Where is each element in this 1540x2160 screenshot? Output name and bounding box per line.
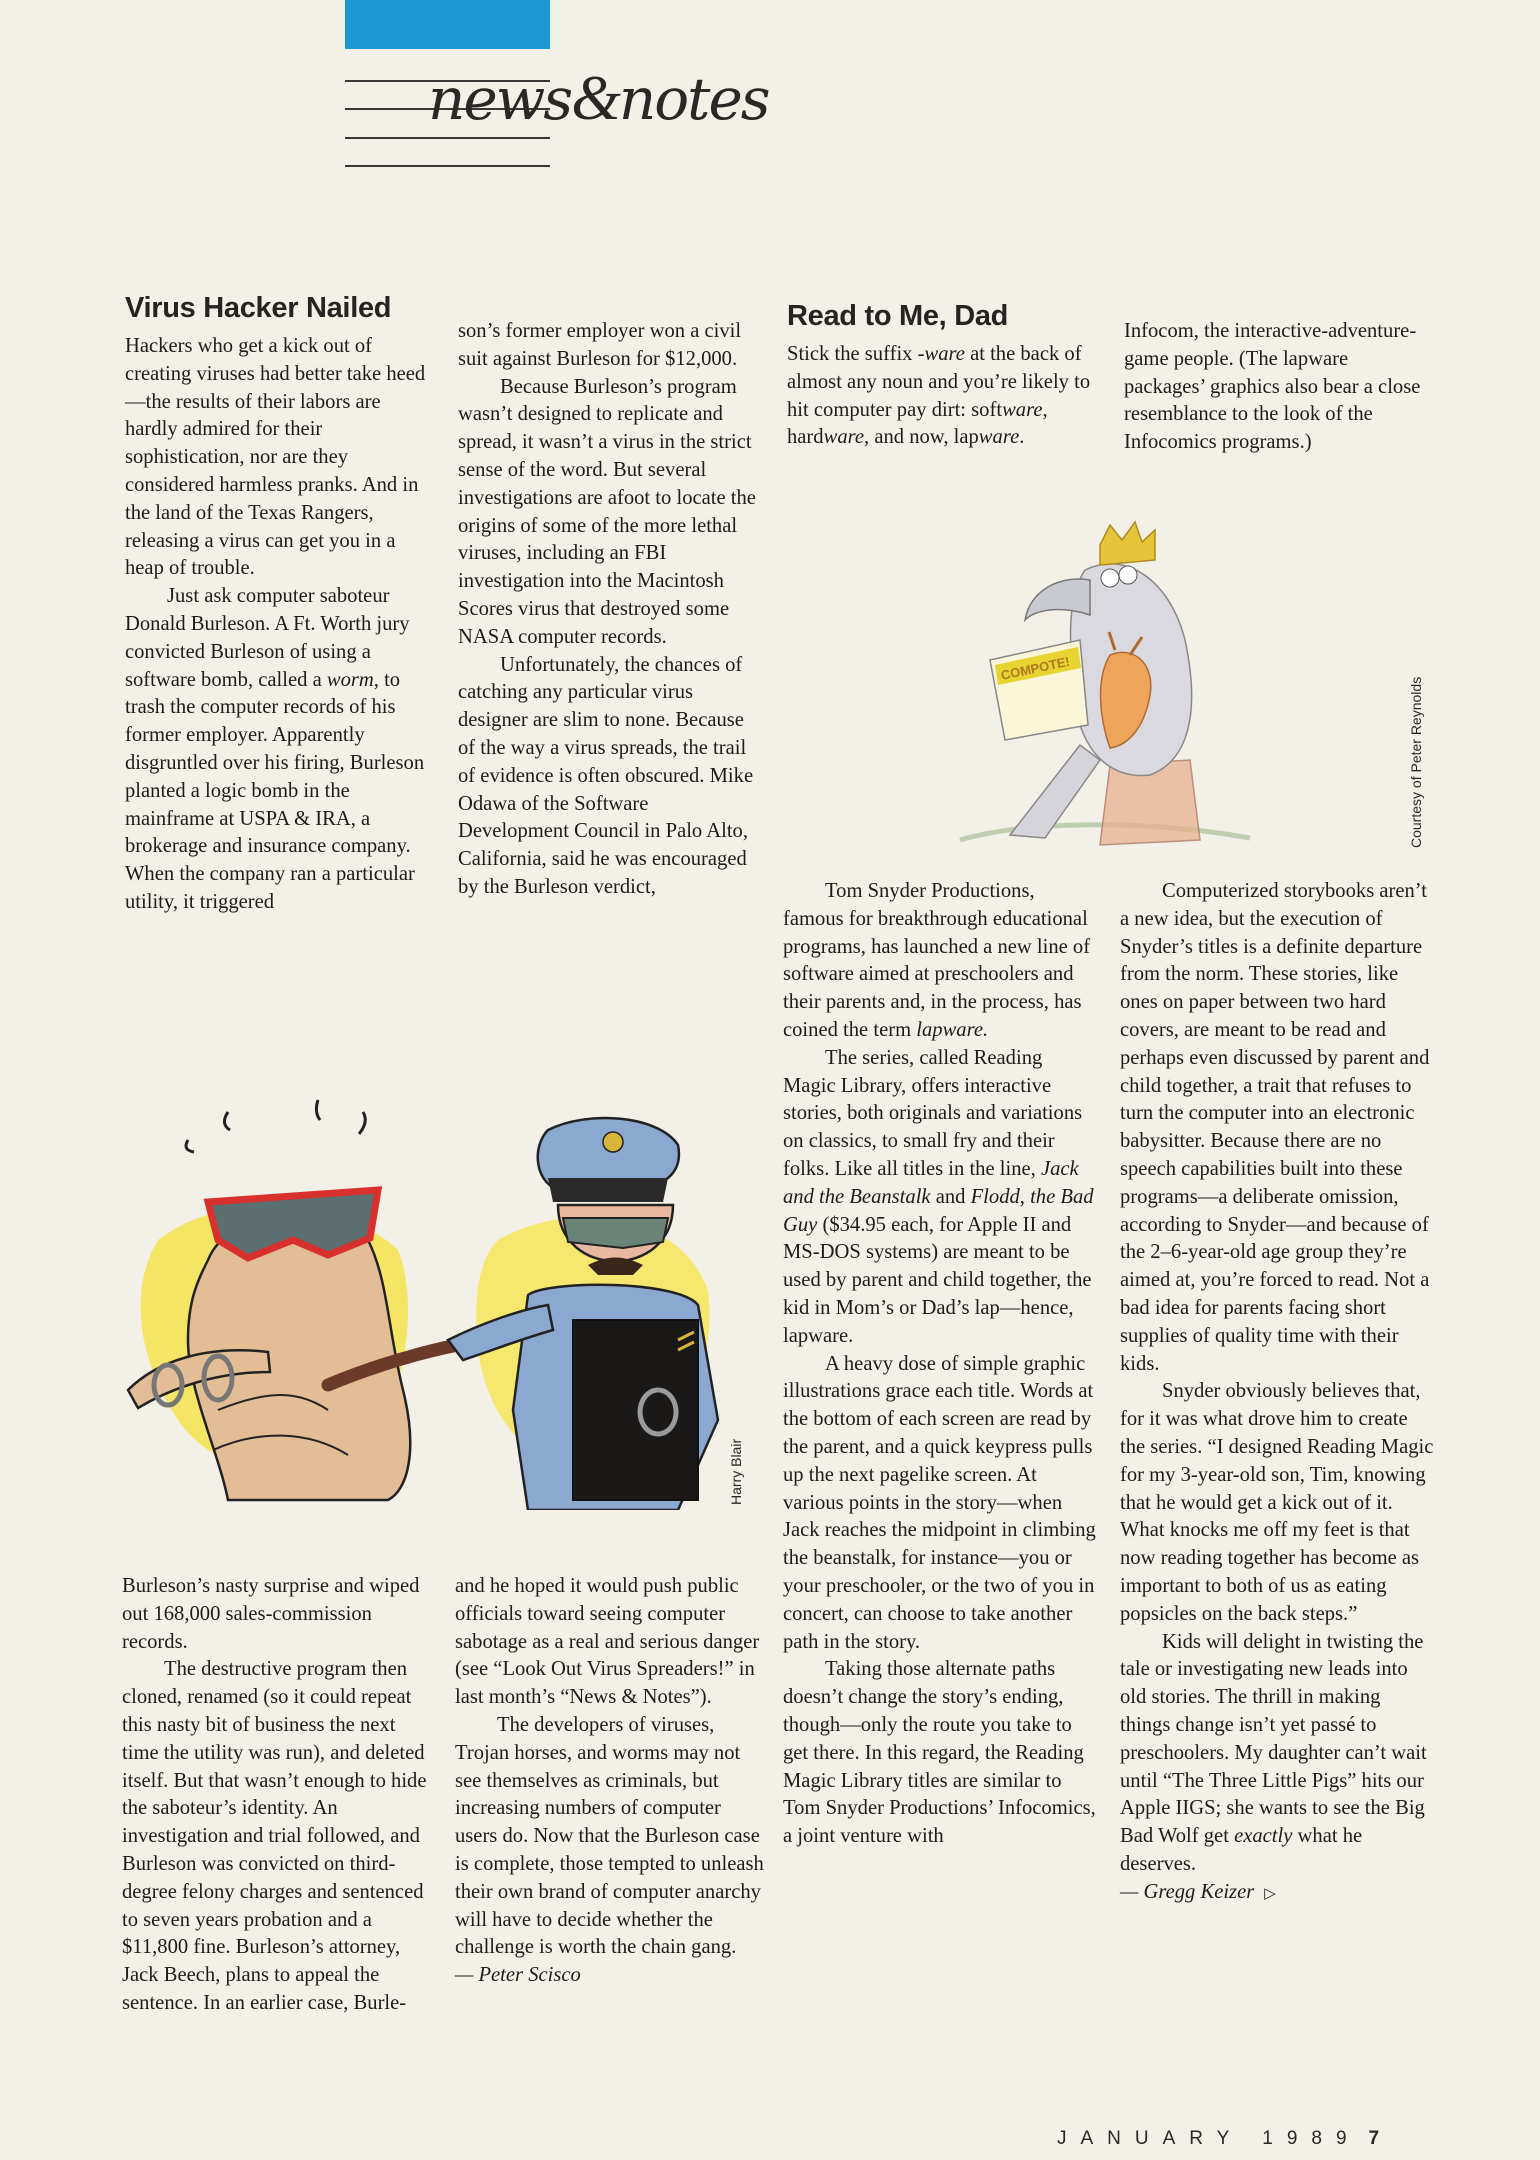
cartoon-image xyxy=(118,1090,758,1510)
paragraph: Just ask computer saboteur Donald Burleson. A Ft. Worth jury convicted Burleson of using a software bomb, called a worm, to trash the computer records of his former employer. Apparently disgruntled over his firing, Burleson planted a logic bomb in the mainframe at USPA & IRA, a brokerage and insurance company. When the company ran a particular utility, it triggered xyxy=(125,585,425,913)
svg-text:COMPOTE!: COMPOTE! xyxy=(999,653,1072,683)
reading-creature-illustration xyxy=(950,520,1280,855)
section-color-tab xyxy=(345,0,550,49)
page-number: 7 xyxy=(1368,2128,1380,2149)
article2-col4-top xyxy=(1124,318,1434,457)
paragraph: Snyder obviously believes that, for it was what drove him to create the series. “I designed Reading Magic for my 3-year-old son, Tim, knowing that he would get a kick out of it. What knocks me off my feet is that now reading together has become as important to both of us as eating popsicles on the back steps.” xyxy=(1120,1380,1434,1625)
paragraph: and he hoped it would push public officials toward seeing computer sabotage as a real and serious danger (see “Look Out Virus Spreaders!” in last month’s “News & Notes”). xyxy=(455,1575,760,1709)
byline: — Peter Scisco xyxy=(455,1964,581,1987)
end-of-article-icon: ▷ xyxy=(1264,1885,1276,1902)
paragraph: Taking those alternate paths doesn’t change the story’s ending, though—only the route you take to get there. In this regard, the Reading Magic Library titles are similar to Tom Snyder Productions’ Infocomics, a joint venture with xyxy=(783,1658,1096,1848)
paragraph: The developers of viruses, Trojan horses, and worms may not see themselves as criminals, but increasing numbers of computer users do. Now that the Burleson case is complete, those tempted to unleash their own brand of computer anarchy will have to decide whether the challenge is worth the chain gang. xyxy=(455,1713,764,1959)
paragraph: The destructive program then cloned, renamed (so it could repeat this nasty bit of business the next time the utility was run), and deleted itself. But that wasn’t enough to hide the saboteur’s identity. An investigation and trial followed, and Burleson was convicted on third-degree felony charges and sentenced to seven years probation and a $11,800 fine. Burleson’s attorney, Jack Beech, plans to appeal the sentence. In an earlier case, Burle- xyxy=(122,1658,427,2014)
article1-col1-top xyxy=(125,292,430,917)
article1-col1-bottom xyxy=(122,1573,432,2018)
masthead-rule xyxy=(345,165,550,167)
section-masthead: news&notes xyxy=(428,62,769,133)
article2-col3-top xyxy=(787,300,1097,452)
illustration-credit: Harry Blair xyxy=(728,1438,744,1505)
page-footer xyxy=(1057,2128,1379,2150)
article1-col2-bottom xyxy=(455,1573,767,1990)
paragraph: Stick the suffix -ware at the back of almost any noun and you’re likely to hit computer pay dirt: software, hardware, and now, lapware. xyxy=(787,343,1091,449)
article2-headline: Read to Me, Dad xyxy=(787,300,1009,332)
watercolor-image xyxy=(950,520,1280,855)
article1-headline: Virus Hacker Nailed xyxy=(125,292,392,324)
paragraph: The series, called Reading Magic Library, offers interactive stories, both originals and variations on classics, to small fry and their folks. Like all titles in the line, Jack and the Beanstalk and Flodd, the Bad Guy ($34.95 each, for Apple II and MS-DOS systems) are meant to be used by parent and child together, the kid in Mom’s or Dad’s lap—hence, lapware. xyxy=(783,1046,1094,1347)
article2-col3-bottom xyxy=(783,878,1098,1851)
paragraph: Because Burleson’s program wasn’t designed to replicate and spread, it wasn’t a virus in the strict sense of the word. But several investigations are afoot to locate the origins of some of the more lethal viruses, including an FBI investigation into the Macintosh Scores virus that destroyed some NASA computer records. xyxy=(458,375,756,648)
paragraph: Kids will delight in twisting the tale or investigating new leads into old stories. The thrill in making things change isn’t yet passé to preschoolers. My daughter can’t wait until “The Three Little Pigs” hits our Apple IIGS; she wants to see the Big Bad Wolf get exactly what he deserves. xyxy=(1120,1630,1427,1875)
issue-date: JANUARY 1989 xyxy=(1057,2128,1361,2149)
paragraph: Hackers who get a kick out of creating viruses had better take heed—the results of their labors are hardly admired for their sophistication, nor are they considered harmless pranks. And in the land of the Texas Rangers, releasing a virus can get you in a heap of trouble. xyxy=(125,335,426,580)
paragraph: Unfortunately, the chances of catching any particular virus designer are slim to none. Because of the way a virus spreads, the trail of evidence is often obscured. Mike Odawa of the Software Development Council in Palo Alto, California, said he was encouraged by the Burleson verdict, xyxy=(458,653,754,898)
paragraph: A heavy dose of simple graphic illustrations grace each title. Words at the bottom of each screen are read by the parent, and a quick keypress pulls up the next pagelike screen. At various points in the story—when Jack reaches the midpoint in climbing the beanstalk, for instance—you or your preschooler, or the two of you in concert, can choose to take another path in the story. xyxy=(783,1352,1096,1653)
paragraph: Burleson’s nasty surprise and wiped out 168,000 sales-commission records. xyxy=(122,1575,420,1653)
paragraph: Computerized storybooks aren’t a new idea, but the execution of Snyder’s titles is a definite departure from the norm. These stories, like ones on paper between two hard covers, are meant to be read and perhaps even discussed by parent and child together, a trait that refuses to turn the computer into an electronic babysitter. Because there are no speech capabilities built into these programs—a deliberate omission, according to Snyder—and because of the 2–6-year-old age group they’re aimed at, you’re forced to read. Not a bad idea for parents facing short supplies of quality time with their kids. xyxy=(1120,880,1430,1375)
article1-col2-top xyxy=(458,318,758,902)
paragraph: son’s former employer won a civil suit against Burleson for $12,000. xyxy=(458,320,742,370)
paragraph: Tom Snyder Productions, famous for breakthrough educational programs, has launched a new line of software aimed at preschoolers and their parents and, in the process, has coined the term lapware. xyxy=(783,880,1091,1041)
illustration-credit: Courtesy of Peter Reynolds xyxy=(1408,676,1424,848)
masthead-rule xyxy=(345,137,550,139)
paragraph: Infocom, the interactive-adventure-game people. (The lapware packages’ graphics also bear a close resemblance to the look of the Infocomics programs.) xyxy=(1124,320,1421,454)
byline: — Gregg Keizer ▷ xyxy=(1120,1880,1276,1903)
worm-arrest-illustration xyxy=(118,1090,758,1510)
article2-col4-bottom xyxy=(1120,878,1435,1908)
